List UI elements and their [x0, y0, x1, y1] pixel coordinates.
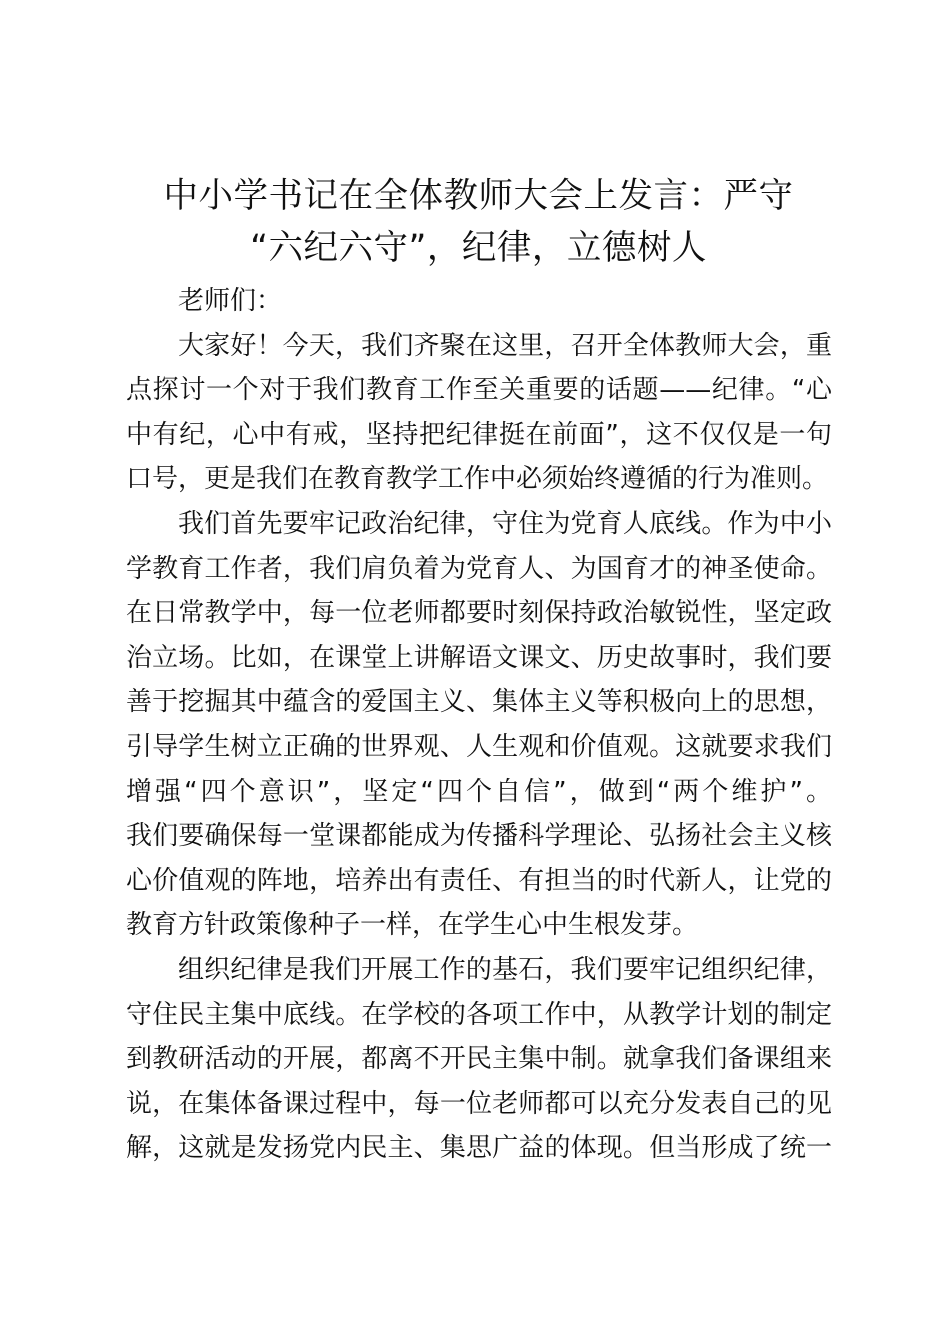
text-line: 在日常教学中，每一位老师都要时刻保持政治敏锐性，坚定政 — [126, 598, 832, 629]
text-line: 心价值观的阵地，培养出有责任、有担当的时代新人，让党的 — [126, 865, 832, 896]
text-line: 组织纪律是我们开展工作的基石，我们要牢记组织纪律， — [178, 954, 832, 985]
text-line: 解，这就是发扬党内民主、集思广益的体现。但当形成了统一 — [126, 1133, 832, 1164]
text-line: 点探讨一个对于我们教育工作至关重要的话题——纪律。“心 — [126, 375, 832, 406]
text-line: 教育方针政策像种子一样，在学生心中生根发芽。 — [126, 910, 699, 941]
text-line: 守住民主集中底线。在学校的各项工作中，从教学计划的制定 — [126, 999, 832, 1030]
title-line-1: 中小学书记在全体教师大会上发言：严守 — [163, 176, 794, 216]
text-line: 到教研活动的开展，都离不开民主集中制。就拿我们备课组来 — [126, 1044, 832, 1075]
document-title — [126, 170, 831, 274]
text-line: 学教育工作者，我们肩负着为党育人、为国育才的神圣使命。 — [126, 553, 832, 584]
text-line: 增强“四个意识”，坚定“四个自信”，做到“两个维护”。 — [126, 776, 832, 807]
document-body — [126, 279, 832, 1171]
text-line: 口号，更是我们在教育教学工作中必须始终遵循的行为准则。 — [126, 464, 829, 495]
text-line: 引导学生树立正确的世界观、人生观和价值观。这就要求我们 — [126, 731, 832, 762]
text-line: 大家好！今天，我们齐聚在这里，召开全体教师大会，重 — [178, 330, 832, 361]
paragraph-3 — [126, 948, 832, 1171]
paragraph-2 — [126, 502, 832, 948]
text-line: 说，在集体备课过程中，每一位老师都可以充分发表自己的见 — [126, 1088, 832, 1119]
title-line-2: “六纪六守”，纪律，立德树人 — [250, 228, 707, 268]
text-line: 中有纪，心中有戒，坚持把纪律挺在前面”，这不仅仅是一句 — [126, 419, 832, 450]
paragraph-1 — [126, 324, 832, 502]
text-line: 我们首先要牢记政治纪律，守住为党育人底线。作为中小 — [178, 508, 832, 539]
text-line: 治立场。比如，在课堂上讲解语文课文、历史故事时，我们要 — [126, 642, 832, 673]
text-line: 我们要确保每一堂课都能成为传播科学理论、弘扬社会主义核 — [126, 821, 832, 852]
greeting: 老师们： — [178, 286, 283, 316]
text-line: 善于挖掘其中蕴含的爱国主义、集体主义等积极向上的思想， — [126, 687, 832, 718]
